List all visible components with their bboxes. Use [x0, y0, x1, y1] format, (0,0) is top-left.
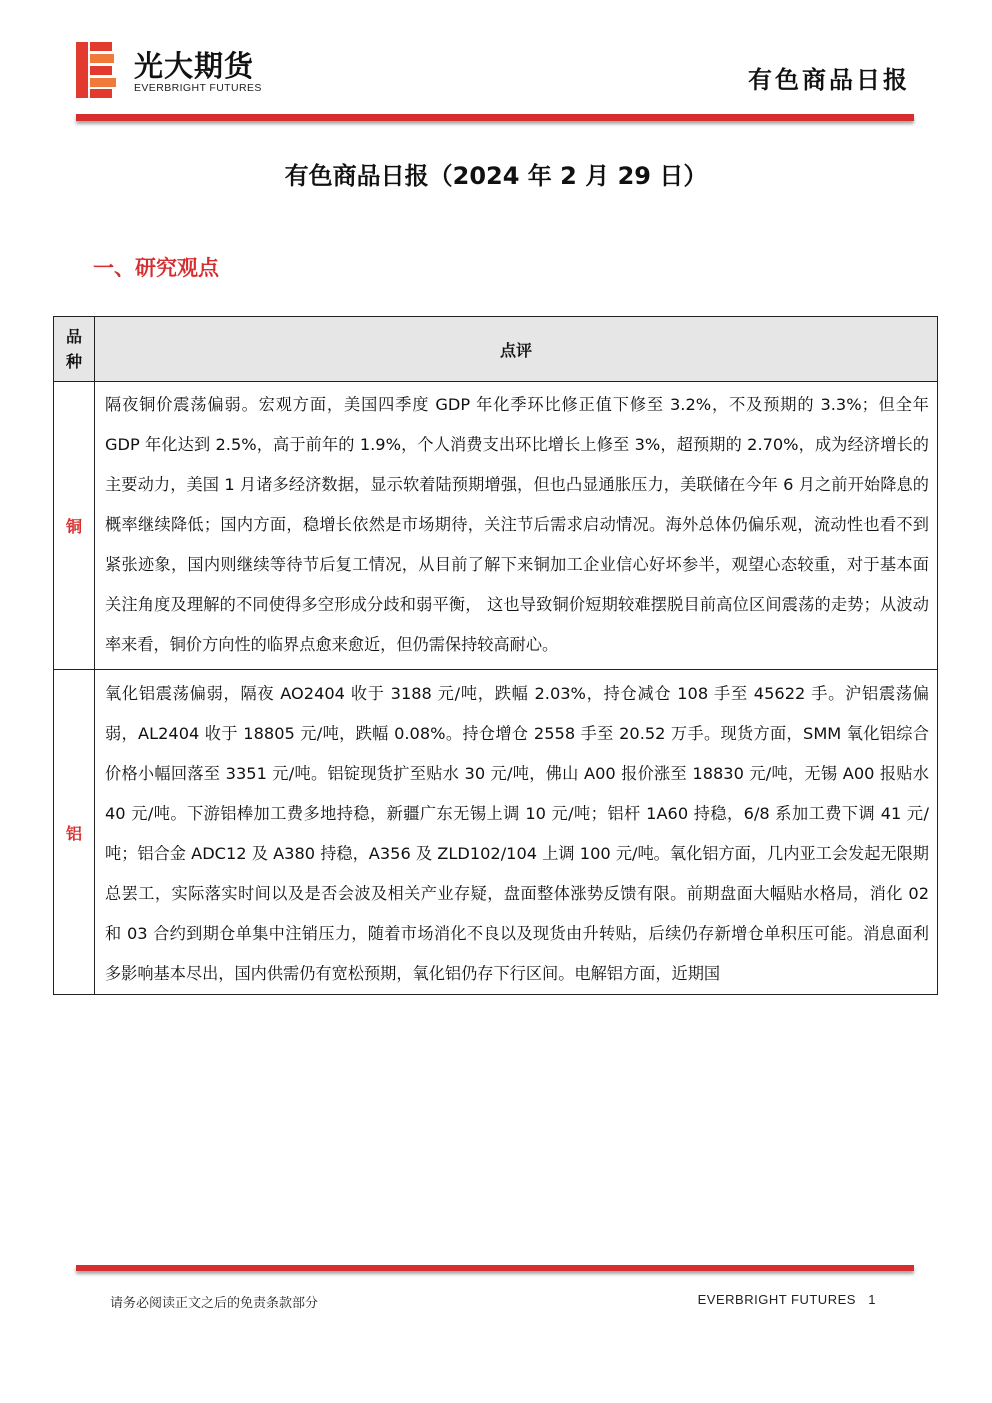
- footer-disclaimer: 请务必阅读正文之后的免责条款部分: [110, 1296, 319, 1311]
- company-logo: [76, 42, 296, 100]
- footer-company-name: EVERBRIGHT FUTURES: [697, 1292, 856, 1307]
- footer-divider: [76, 1265, 914, 1271]
- header-kind-char: 种: [65, 352, 82, 371]
- header-kind-char: 品: [65, 327, 82, 346]
- footer-page-number: 1: [868, 1292, 876, 1307]
- header-divider: [76, 114, 914, 121]
- kind-copper: 铜: [54, 382, 95, 670]
- kind-aluminum: 铝: [54, 670, 95, 995]
- header-comment-cell: 点评: [95, 317, 938, 382]
- table-header-row: [54, 317, 938, 382]
- logo-english-name: EVERBRIGHT FUTURES: [134, 82, 262, 94]
- comment-aluminum: 氧化铝震荡偏弱，隔夜 AO2404 收于 3188 元/吨，跌幅 2.03%，持仓减仓 108 手至 45622 手。沪铝震荡偏弱，AL2404 收于 18805 元/吨，跌幅 0.08%。持仓增仓 2558 手至 20.52 万手。现货方面，SMM 氧化铝综合价格小幅回落至 3351 元/吨。铝锭现货扩至贴水 30 元/吨，佛山 A00 报价涨至 18830 元/吨，无锡 A00 报贴水 40 元/吨。下游铝棒加工费多地持稳，新疆广东无锡上调 10 元/吨；铝杆 1A60 持稳，6/8 系加工费下调 41 元/吨；铝合金 ADC12 及 A380 持稳，A356 及 ZLD102/104 上调 100 元/吨。氧化铝方面，几内亚工会发起无限期总罢工，实际落实时间以及是否会波及相关产业存疑，盘面整体涨势反馈有限。前期盘面大幅贴水格局，消化 02 和 03 合约到期仓单集中注销压力，随着市场消化不良以及现货由升转贴，后续仍存新增仓单积压可能。消息面利多影响基本尽出，国内供需仍有宽松预期，氧化铝仍存下行区间。电解铝方面，近期国: [95, 670, 938, 995]
- footer-company: [698, 1292, 876, 1307]
- section-heading: 一、研究观点: [93, 256, 219, 280]
- logo-chinese-name: 光大期货: [134, 49, 255, 83]
- header-kind-cell: [54, 317, 95, 382]
- table-row-aluminum: [54, 670, 938, 995]
- document-title: 有色商品日报（2024 年 2 月 29 日）: [284, 162, 708, 190]
- comment-copper: 隔夜铜价震荡偏弱。宏观方面，美国四季度 GDP 年化季环比修正值下修至 3.2%，不及预期的 3.3%；但全年 GDP 年化达到 2.5%，高于前年的 1.9%，个人消费支出环比增长上修至 3%，超预期的 2.70%，成为经济增长的主要动力，美国 1 月诸多经济数据，显示软着陆预期增强，但也凸显通胀压力，美联储在今年 6 月之前开始降息的概率继续降低；国内方面，稳增长依然是市场期待，关注节后需求启动情况。海外总体仍偏乐观，流动性也看不到紧张迹象，国内则继续等待节后复工情况，从目前了解下来铜加工企业信心好坏参半，观望心态较重，对于基本面关注角度及理解的不同使得多空形成分歧和弱平衡， 这也导致铜价短期较难摆脱目前高位区间震荡的走势；从波动率来看，铜价方向性的临界点愈来愈近，但仍需保持较高耐心。: [95, 382, 938, 670]
- table-row-copper: [54, 382, 938, 670]
- logo-mark-icon: [76, 42, 116, 98]
- commentary-table: [53, 316, 938, 995]
- header-report-title: 有色商品日报: [748, 66, 910, 94]
